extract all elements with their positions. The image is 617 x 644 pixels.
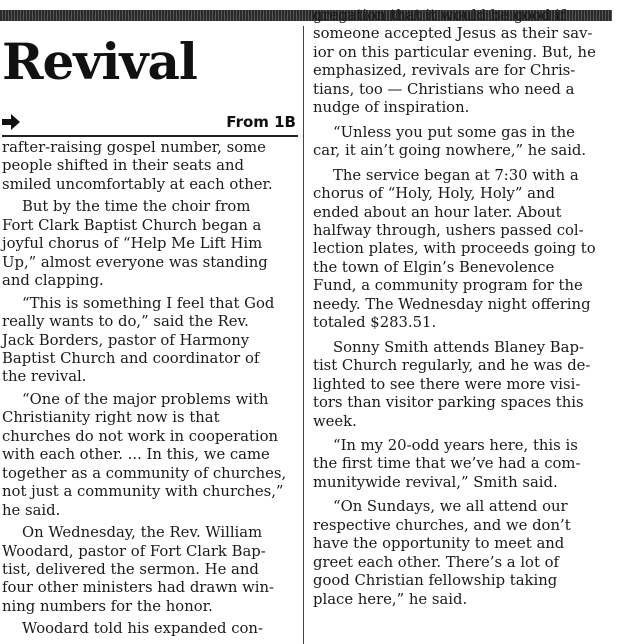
text-line: churches do not work in cooperation: [2, 427, 279, 445]
text-line: not just a community with churches,”: [2, 483, 284, 501]
text-line: emphasized, revivals are for Chris-: [313, 62, 576, 80]
text-line: needy. The Wednesday night offering: [313, 295, 591, 313]
text-line: The service began at 7:30 with a: [333, 166, 579, 184]
text-line: “On Sundays, we all attend our: [333, 498, 568, 516]
jump-line: [2, 111, 298, 133]
left-column: [2, 139, 298, 639]
text-line: Fund, a community program for the: [313, 277, 583, 295]
text-line: nudge of inspiration.: [313, 99, 470, 117]
text-line: greet each other. There’s a lot of: [313, 553, 559, 571]
text-line: ended about an hour later. About: [313, 203, 562, 221]
text-line: really wants to do,” said the Rev.: [2, 313, 249, 331]
text-line: Baptist Church and coordinator of: [2, 349, 260, 367]
text-line: gregation that it would be good if: [313, 7, 566, 24]
text-line: But by the time the choir from: [22, 198, 251, 216]
text-line: “One of the major problems with: [22, 390, 269, 408]
text-line: “This is something I feel that God: [22, 294, 275, 312]
column-divider: [303, 26, 304, 644]
text-line: tors than visitor parking spaces this: [313, 394, 584, 412]
text-line: Woodard told his expanded con-: [22, 620, 263, 638]
text-line: tians, too — Christians who need a: [313, 80, 575, 98]
text-line: someone accepted Jesus as their sav-: [313, 25, 593, 43]
text-line: he said.: [2, 501, 61, 519]
text-line: “Unless you put some gas in the: [333, 123, 575, 141]
text-line: chorus of “Holy, Holy, Holy” and: [313, 185, 555, 203]
text-line: the revival.: [2, 368, 87, 386]
headline: Revival: [2, 32, 197, 91]
text-line: people shifted in their seats and: [2, 157, 244, 175]
text-line: tist, delivered the sermon. He and: [2, 560, 259, 578]
text-line: “In my 20-odd years here, this is: [333, 436, 578, 454]
text-line: Sonny Smith attends Blaney Bap-: [333, 338, 584, 356]
text-line: the town of Elgin’s Benevolence: [313, 258, 555, 276]
text-line: car, it ain’t going nowhere,” he said.: [313, 142, 587, 160]
text-line: and clapping.: [2, 272, 104, 290]
text-line: ior on this particular evening. But, he: [313, 43, 596, 61]
text-line: lighted to see there were more visi-: [313, 375, 581, 393]
text-line: Up,” almost everyone was standing: [2, 253, 268, 271]
text-line: the first time that we’ve had a com-: [313, 455, 581, 473]
text-line: lection plates, with proceeds going to: [313, 240, 596, 258]
text-line: four other ministers had drawn win-: [2, 579, 275, 597]
text-line: Woodard, pastor of Fort Clark Bap-: [2, 542, 266, 560]
text-line: totaled $283.51.: [313, 314, 437, 332]
right-arrow-icon: [2, 114, 20, 130]
text-line: respective churches, and we don’t: [313, 516, 571, 534]
text-line: Christianity right now is that: [2, 409, 220, 427]
text-line: ning numbers for the honor.: [2, 597, 213, 615]
text-line: Jack Borders, pastor of Harmony: [2, 331, 250, 349]
text-line: good Christian fellowship taking: [313, 572, 558, 590]
text-line: Fort Clark Baptist Church began a: [2, 216, 262, 234]
text-line: place here,” he said.: [313, 590, 468, 608]
text-line: On Wednesday, the Rev. William: [22, 524, 263, 542]
text-line: week.: [313, 412, 357, 430]
jump-divider: [2, 135, 298, 137]
text-line: together as a community of churches,: [2, 464, 287, 482]
jump-label: From 1B: [226, 113, 296, 131]
text-line: have the opportunity to meet and: [313, 535, 565, 553]
text-line: halfway through, ushers passed col-: [313, 221, 584, 239]
text-line: rafter-raising gospel number, some: [2, 139, 266, 156]
right-column: [313, 7, 611, 609]
text-line: with each other. ... In this, we came: [2, 446, 270, 464]
text-line: joyful chorus of “Help Me Lift Him: [2, 235, 263, 253]
text-line: munitywide revival,” Smith said.: [313, 473, 558, 491]
text-line: smiled uncomfortably at each other.: [2, 175, 273, 193]
text-line: tist Church regularly, and he was de-: [313, 357, 591, 375]
